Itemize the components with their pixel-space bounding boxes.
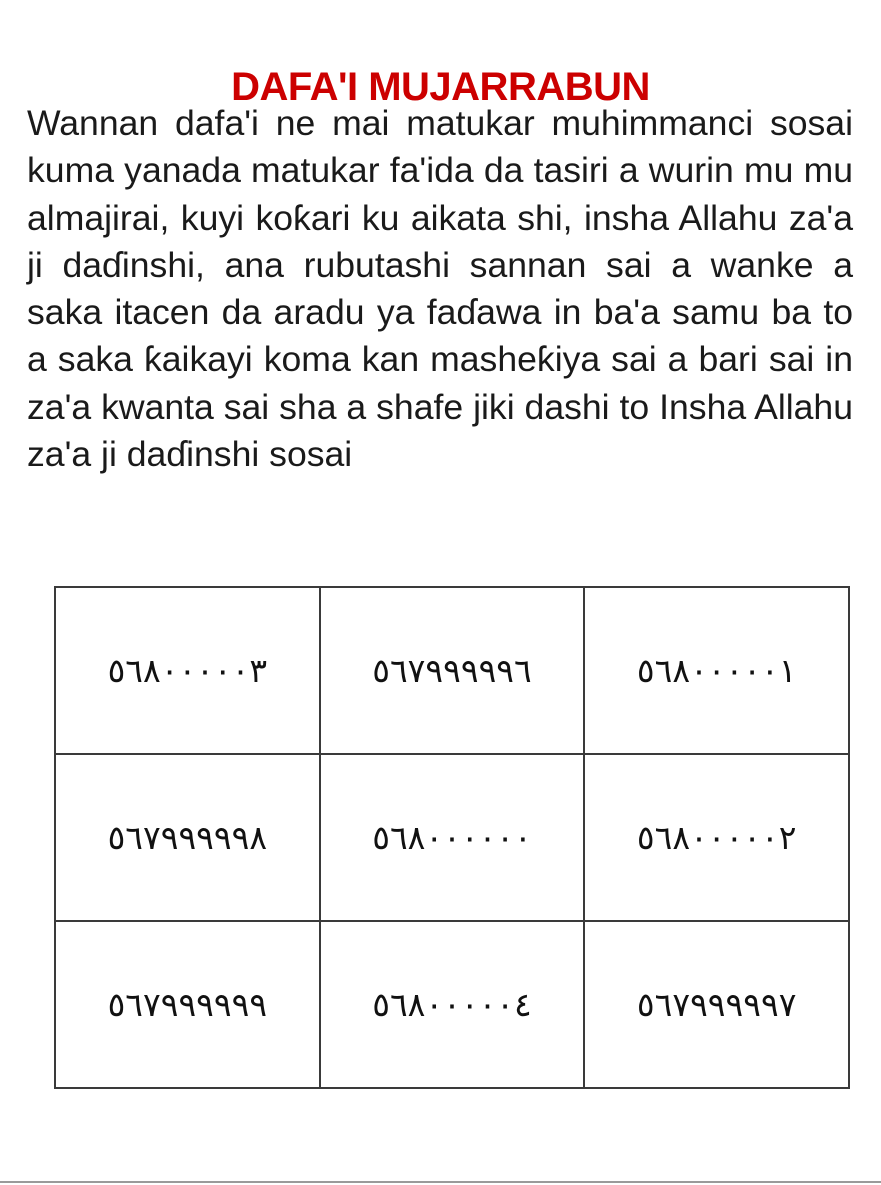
table-cell: ٥٦٨٠٠٠٠٠٤ bbox=[320, 921, 585, 1088]
table-cell: ٥٦٨٠٠٠٠٠١ bbox=[584, 587, 849, 754]
table-cell: ٥٦٧٩٩٩٩٩٩ bbox=[55, 921, 320, 1088]
table-row bbox=[55, 921, 849, 1088]
table-cell: ٥٦٧٩٩٩٩٩٨ bbox=[55, 754, 320, 921]
table-cell: ٥٦٨٠٠٠٠٠٣ bbox=[55, 587, 320, 754]
table-cell: ٥٦٧٩٩٩٩٩٧ bbox=[584, 921, 849, 1088]
table-cell: ٥٦٧٩٩٩٩٩٦ bbox=[320, 587, 585, 754]
number-square-table bbox=[54, 586, 850, 1089]
table-row bbox=[55, 754, 849, 921]
body-paragraph: Wannan dafa'i ne mai matukar muhimmanci sosai kuma yanada matukar fa'ida da tasiri a wurin mu mu almajirai, kuyi koƙari ku aikata shi, insha Allahu za'a ji daɗinshi, ana rubutashi sannan sai a wanke a saka itacen da aradu ya faɗawa in ba'a samu ba to a saka ƙaikayi koma kan masheƙiya sai a bari sai in za'a kwanta sai sha a shafe jiki dashi to Insha Allahu za'a ji daɗinshi sosai bbox=[27, 103, 853, 475]
table-row bbox=[55, 587, 849, 754]
table-cell: ٥٦٨٠٠٠٠٠٢ bbox=[584, 754, 849, 921]
table-cell: ٥٦٨٠٠٠٠٠٠ bbox=[320, 754, 585, 921]
bottom-divider bbox=[0, 1181, 881, 1183]
document-title: DAFA'I MUJARRABUN bbox=[231, 64, 650, 109]
